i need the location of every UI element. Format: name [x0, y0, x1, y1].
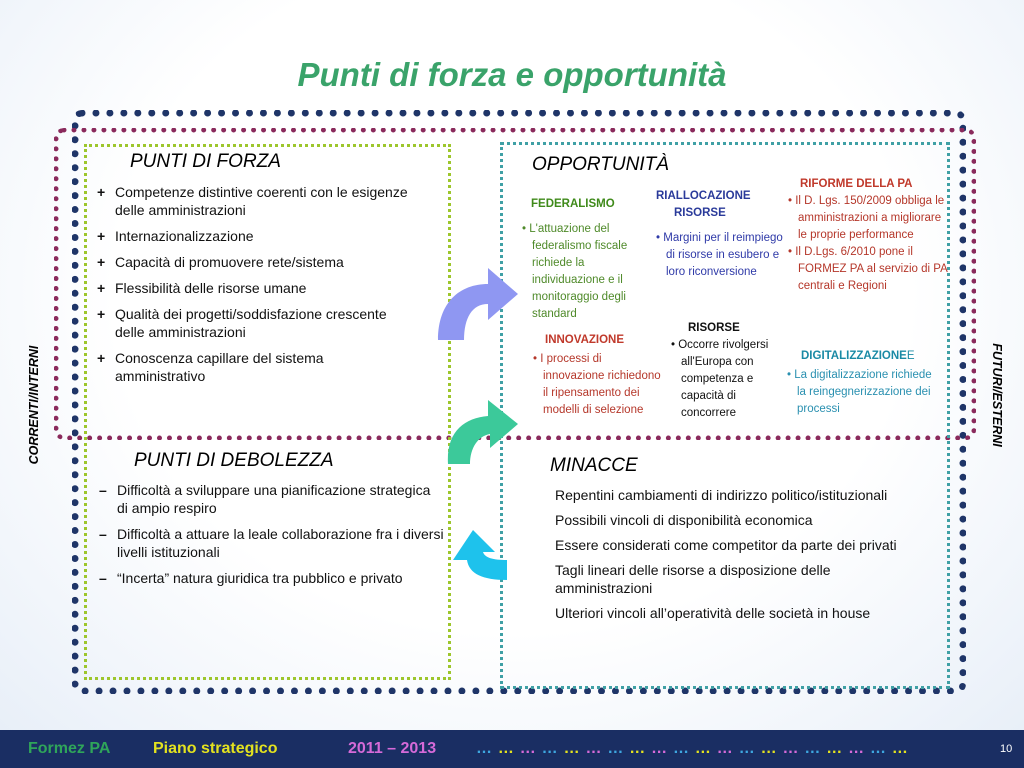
- strengths-heading: PUNTI DI FORZA: [130, 151, 281, 172]
- strength-item: + Qualità dei progetti/soddisfazione crescente delle amministrazioni: [97, 306, 387, 340]
- riallocazione-block: [656, 188, 788, 281]
- weakness-item: – Difficoltà a attuare la leale collaborazione fra i diversi livelli istituzionali: [99, 526, 444, 560]
- curved-arrow-icon: [443, 508, 513, 588]
- risorse-block: [671, 320, 791, 422]
- footer-plan: Piano strategico: [153, 740, 278, 757]
- digitalizzazione-block: [787, 348, 939, 418]
- curved-arrow-icon: [430, 262, 520, 342]
- risorse-title: RISORSE: [688, 322, 740, 334]
- threat-item: Essere considerati come competitor da parte dei privati: [555, 537, 897, 553]
- label-futuri-esterni: FUTURI/ESTERNI: [990, 343, 1004, 447]
- riallocazione-text: • Margini per il reimpiego di risorse in esubero e loro riconversione: [656, 232, 783, 278]
- riforme-title: RIFORME DELLA PA: [800, 178, 913, 190]
- riforme-item: • Il D. Lgs. 150/2009 obbliga le amministrazioni a migliorare le proprie performance: [788, 195, 945, 241]
- strength-item: + Conoscenza capillare del sistema amministrativo: [97, 350, 324, 384]
- strengths-list: [97, 183, 415, 393]
- innovazione-text: • I processi di innovazione richiedono il ripensamento dei modelli di selezione: [533, 353, 661, 416]
- weaknesses-list: [99, 481, 444, 595]
- riforme-block: [788, 176, 948, 295]
- federalismo-text: • L'attuazione del federalismo fiscale richiede la individuazione e il monitoraggio degli standard: [522, 223, 628, 320]
- riforme-item: • Il D.Lgs. 6/2010 pone il FORMEZ PA al servizio di PA centrali e Regioni: [788, 246, 948, 292]
- strength-item: + Competenze distintive coerenti con le esigenze delle amministrazioni: [97, 184, 408, 218]
- threat-item: Tagli lineari delle risorse a disposizione delle amministrazioni: [555, 562, 831, 596]
- strength-item: + Flessibilità delle risorse umane: [97, 280, 307, 296]
- threats-list: [555, 486, 905, 629]
- digitalizzazione-text: • La digitalizzazione richiede la reingegnerizzazione dei processi: [787, 369, 932, 415]
- strength-item: + Capacità di promuovere rete/sistema: [97, 254, 344, 270]
- threat-item: Possibili vincoli di disponibilità economica: [555, 512, 813, 528]
- innovazione-block: [533, 332, 665, 419]
- footer-org: Formez PA: [28, 740, 111, 757]
- strength-item: + Internazionalizzazione: [97, 228, 254, 244]
- footer-years: 2011 – 2013: [348, 740, 437, 757]
- footer-dot-pattern: … … … … … … … … … … … … … … … … … … … …: [476, 740, 909, 757]
- federalismo-block: [522, 196, 650, 323]
- riallocazione-title: RIALLOCAZIONE RISORSE: [656, 190, 751, 219]
- slide-title: Punti di forza e opportunità: [297, 56, 727, 93]
- weakness-item: – Difficoltà a sviluppare una pianificazione strategica di ampio respiro: [99, 482, 431, 516]
- curved-arrow-icon: [440, 390, 520, 466]
- federalismo-title: FEDERALISMO: [531, 198, 615, 210]
- threats-heading: MINACCE: [550, 455, 638, 476]
- label-correnti-interni: CORRENTI/INTERNI: [27, 345, 41, 465]
- opportunities-heading: OPPORTUNITÀ: [532, 154, 669, 175]
- risorse-text: • Occorre rivolgersi all'Europa con competenza e capacità di concorrere: [671, 339, 769, 419]
- weaknesses-heading: PUNTI DI DEBOLEZZA: [134, 450, 334, 471]
- innovazione-title: INNOVAZIONE: [545, 334, 625, 346]
- threat-item: Repentini cambiamenti di indirizzo politico/istituzionali: [555, 487, 888, 503]
- digitalizzazione-title: DIGITALIZZAZIONEE: [801, 350, 915, 362]
- page-number: 10: [1000, 743, 1013, 755]
- footer-bar: [0, 730, 1024, 768]
- threat-item: Ulteriori vincoli all’operatività delle società in house: [555, 605, 871, 621]
- weakness-item: – “Incerta” natura giuridica tra pubblico e privato: [99, 570, 403, 586]
